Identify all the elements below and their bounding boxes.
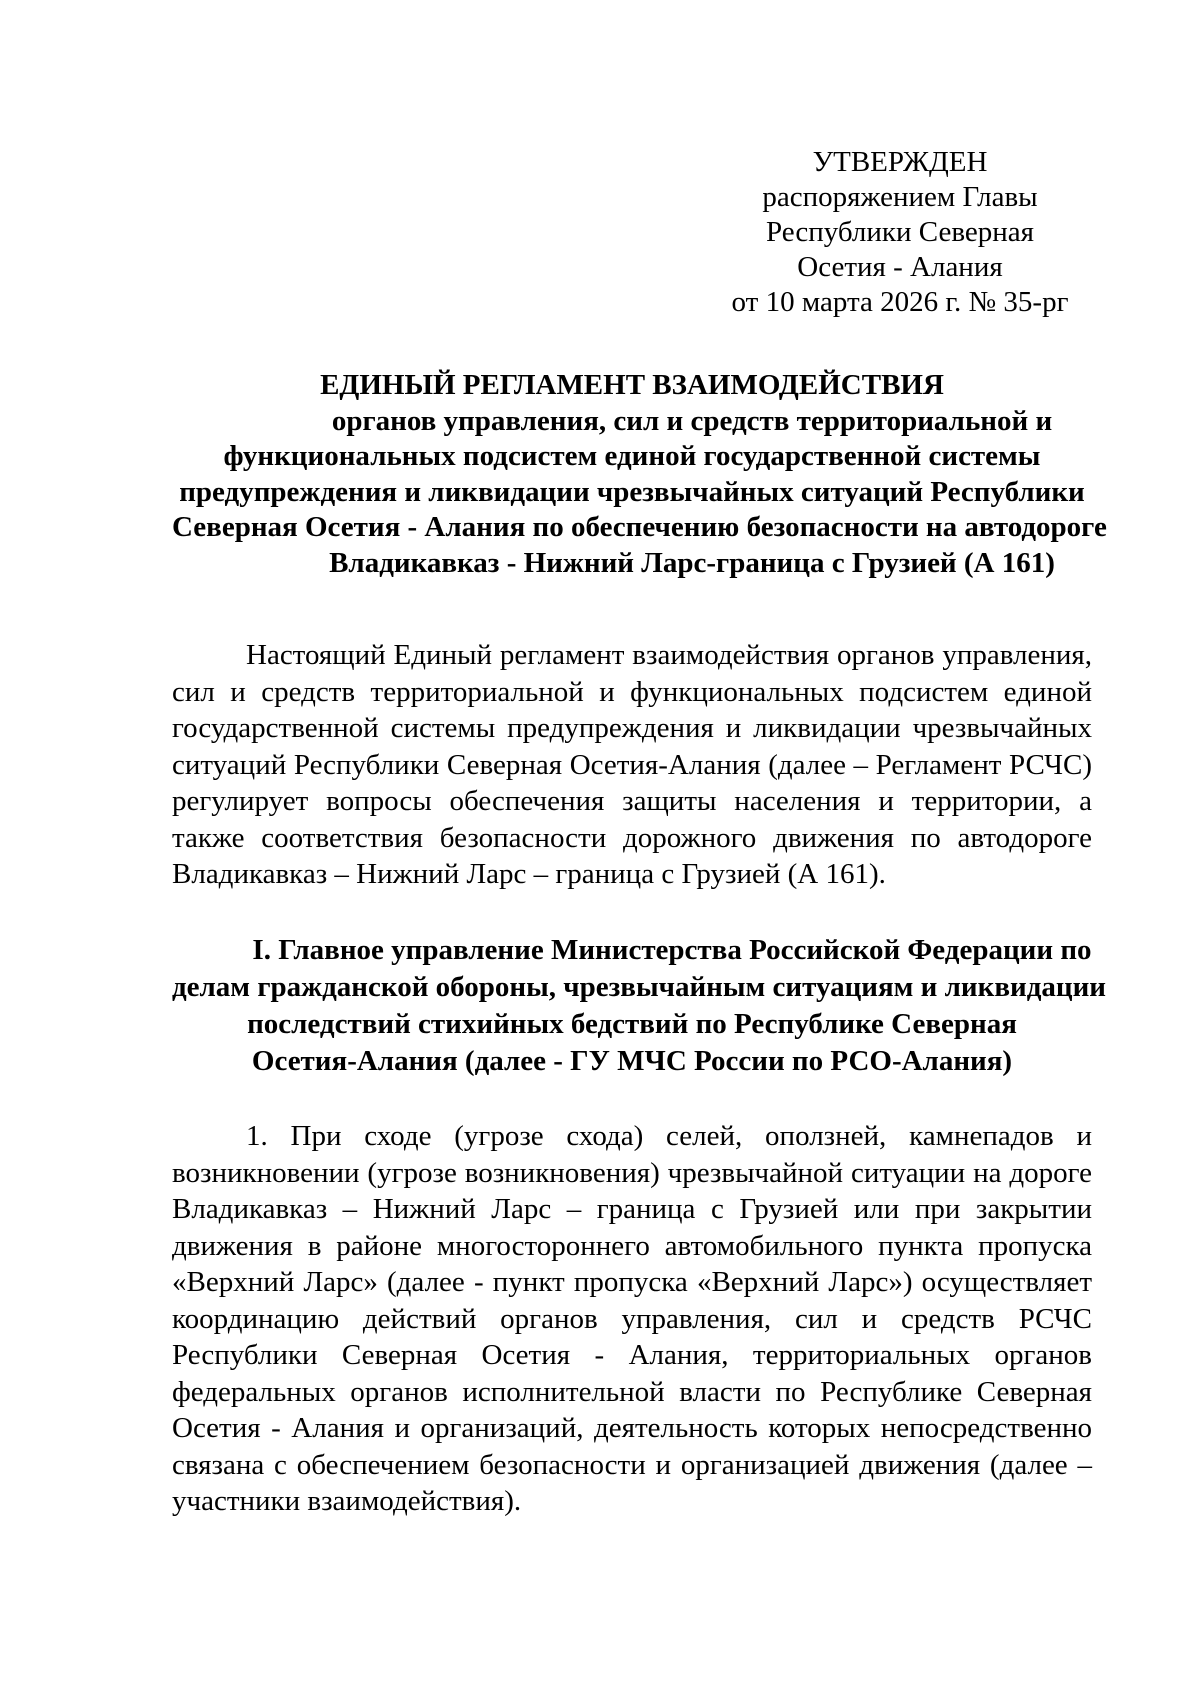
- approval-stamp: [720, 145, 1080, 320]
- approval-line-order: распоряжением Главы: [762, 181, 1038, 213]
- approval-line-republic: Республики Северная: [766, 216, 1034, 248]
- section-heading-line-1: I. Главное управление Министерства Российской Федерации по: [252, 934, 1092, 966]
- section-heading-line-3: последствий стихийных бедствий по Республике Северная: [247, 1008, 1017, 1040]
- section-heading-line-2: делам гражданской обороны, чрезвычайным ситуациям и ликвидации: [172, 971, 1106, 1003]
- section-heading-line-4: Осетия-Алания (далее - ГУ МЧС России по РСО-Алания): [251, 1045, 1013, 1077]
- item-1-paragraph: 1. При сходе (угрозе схода) селей, оползней, камнепадов и возникновении (угрозе возникновения) чрезвычайной ситуации на дороге Владикавказ – Нижний Ларс – граница с Грузией или при закрытии движения в районе многостороннего автомобильного пункта пропуска «Верхний Ларс» (далее - пункт пропуска «Верхний Ларс») осуществляет координацию действий органов управления, сил и средств РСЧС Республики Северная Осетия - Алания, территориальных органов федеральных органов исполнительной власти по Республике Северная Осетия - Алания и организаций, деятельность которых непосредственно связана с обеспечением безопасности и организацией движения (далее – участники взаимодействия).: [172, 1120, 1092, 1517]
- approval-line-approved: УТВЕРЖДЕН: [812, 146, 988, 178]
- title-line-5: Северная Осетия - Алания по обеспечению безопасности на автодороге: [172, 511, 1107, 543]
- document-title: [172, 368, 1107, 581]
- approval-line-region: Осетия - Алания: [797, 251, 1003, 283]
- title-line-6: Владикавказ - Нижний Ларс-граница с Грузией (А 161): [329, 546, 1055, 579]
- section-1-heading: [172, 932, 1106, 1080]
- title-line-4: предупреждения и ликвидации чрезвычайных ситуаций Республики: [179, 475, 1085, 508]
- title-line-3: функциональных подсистем единой государственной системы: [223, 440, 1041, 472]
- intro-paragraph: Настоящий Единый регламент взаимодействия органов управления, сил и средств территориальной и функциональных подсистем единой государственной системы предупреждения и ликвидации чрезвычайных ситуаций Республики Северная Осетия-Алания (далее – Регламент РСЧС) регулирует вопросы обеспечения защиты населения и территории, а также соответствия безопасности дорожного движения по автодороге Владикавказ – Нижний Ларс – граница с Грузией (А 161).: [172, 639, 1092, 890]
- title-line-2: органов управления, сил и средств территориальной и: [331, 404, 1053, 437]
- approval-line-date-number: от 10 марта 2026 г. № 35-рг: [731, 286, 1069, 318]
- title-line-1: ЕДИНЫЙ РЕГЛАМЕНТ ВЗАИМОДЕЙСТВИЯ: [320, 369, 944, 401]
